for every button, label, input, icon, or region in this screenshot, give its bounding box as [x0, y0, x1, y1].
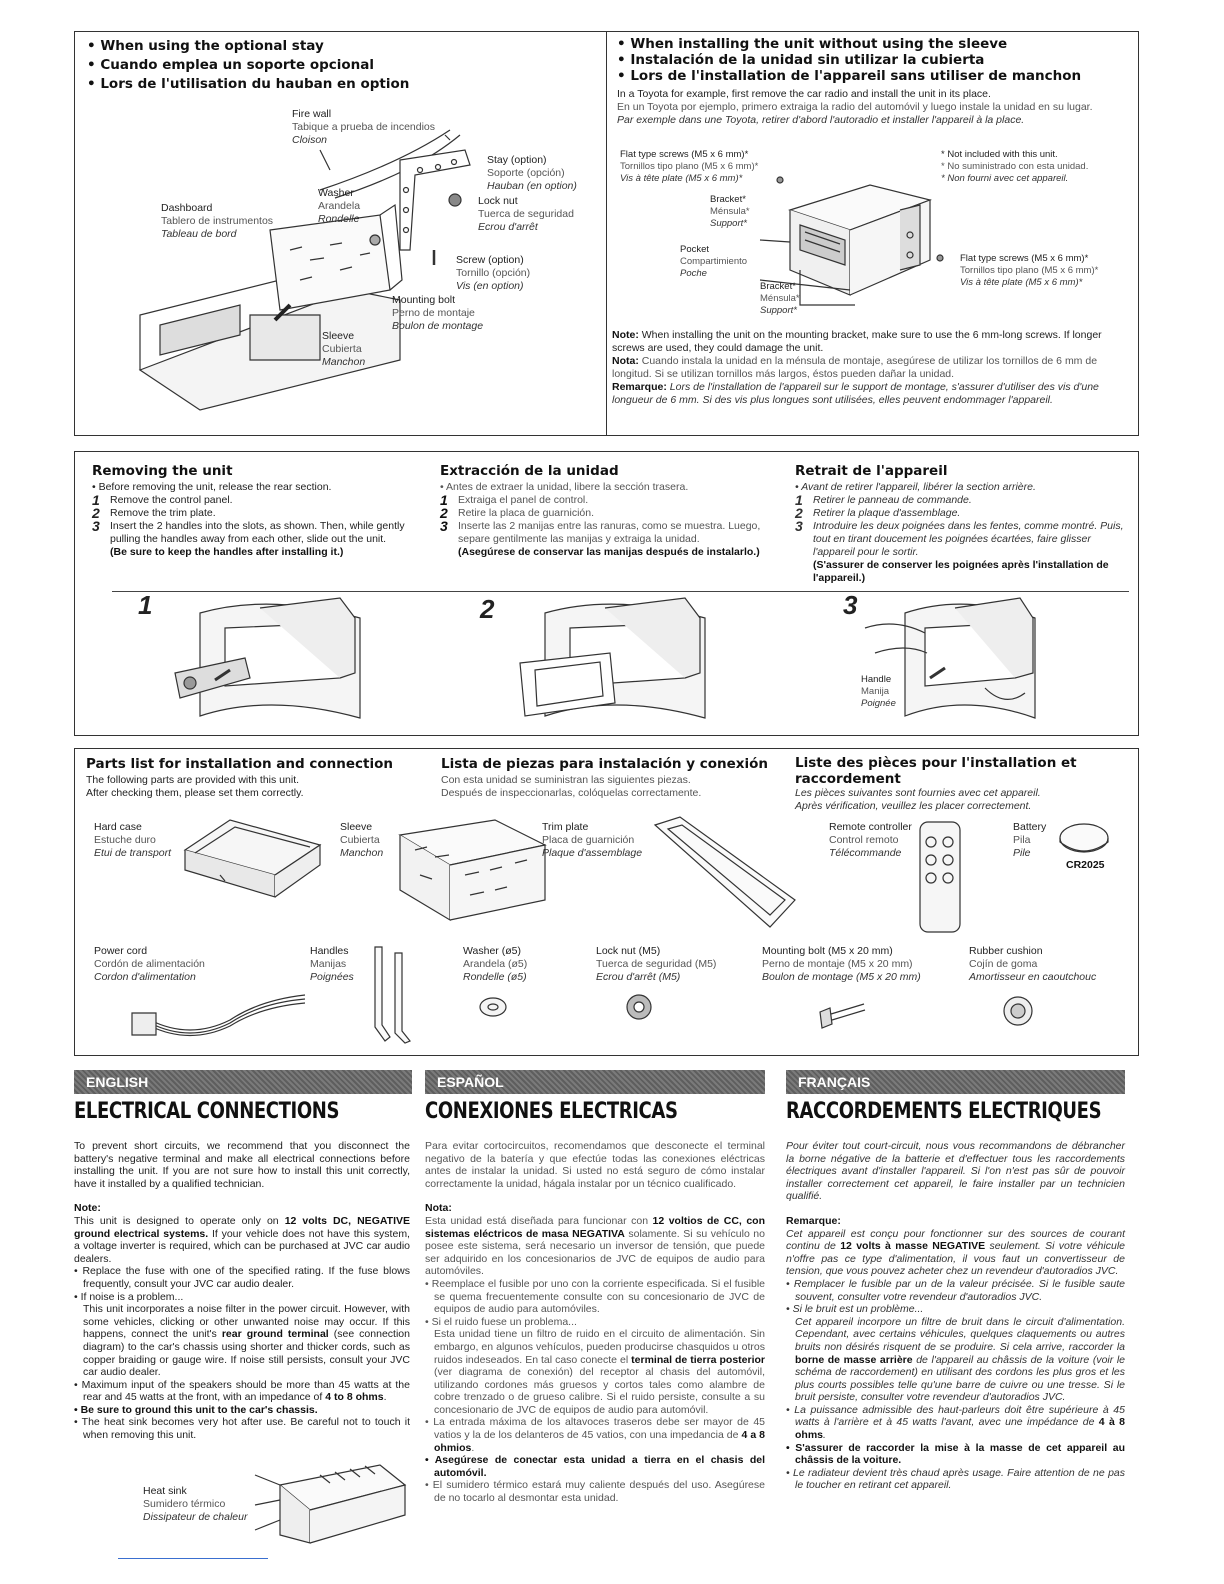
part-mounting-bolt: Mounting bolt (M5 x 20 mm) Perno de montaje (M5 x 20 mm) Boulon de montage (M5 x 20 mm) — [762, 945, 921, 983]
nosleeve-notes: Note: When installing the unit on the mounting bracket, make sure to use the 6 mm-long screws. If longer screws are used, they could damage the unit. Nota: Cuando instala la unidad en la ménsula de montaje, asegúrese de utilizar los tornillos de 6 mm de longitud. Si se utilizan tornillos más largos, éstos pueden dañar la unidad. Remarque: Lors de l'installation de l'appareil sur le support de montage, s'assurer d'utiliser des vis d'une longueur de 6 mm. Si des vis plus longues sont utilisées, elles peuvent endommager l'appareil. — [612, 329, 1102, 406]
stay-headings: • When using the optional stay • Cuando emplea un soporte opcional • Lors de l'utilisation du hauban en option — [87, 38, 410, 92]
locknut-image — [624, 992, 654, 1022]
step-figure-3-number: 3 — [843, 590, 858, 620]
sleeve-image — [395, 815, 550, 925]
label-flat-screws-1: Flat type screws (M5 x 6 mm)* Tornillos tipo plano (M5 x 6 mm)* Vis à tête plate (M5 x 6 mm)* — [620, 149, 759, 184]
label-bolt: Mounting bolt Perno de montaje Boulon de montage — [392, 294, 484, 332]
nosleeve-intro: In a Toyota for example, first remove the car radio and install the unit in its place. En un Toyota por ejemplo, primero extraiga la radio del automóvil y luego instale la unidad en su lugar. Par exemple dans une Toyota, retirer d'abord l'autoradio et installer l'appareil à la place. — [617, 88, 1093, 126]
power-cord-image — [130, 985, 310, 1045]
label-locknut: Lock nut Tuerca de seguridad Ecrou d'arrêt — [478, 195, 574, 233]
heat-sink-image — [250, 1455, 410, 1545]
handles-image — [370, 945, 415, 1043]
title-electrical-connections: ELECTRICAL CONNECTIONS — [74, 1099, 340, 1124]
part-rubber-cushion: Rubber cushion Cojín de goma Amortisseur en caoutchouc — [969, 945, 1097, 983]
part-remote: Remote controller Control remoto Télécommande — [829, 821, 912, 859]
part-washer: Washer (ø5) Arandela (ø5) Rondelle (ø5) — [463, 945, 528, 983]
label-sleeve: Sleeve Cubierta Manchon — [322, 330, 366, 368]
title-conexiones-electricas: CONEXIONES ELECTRICAS — [425, 1099, 678, 1124]
part-hardcase: Hard case Estuche duro Etui de transport — [94, 821, 172, 859]
label-dashboard: Dashboard Tablero de instrumentos Tableau de bord — [161, 202, 274, 240]
label-heat-sink: Heat sink Sumidero térmico Dissipateur de chaleur — [143, 1485, 248, 1523]
label-stay: Stay (option) Soporte (opción) Hauban (en option) — [487, 154, 577, 192]
part-battery: Battery Pila Pile — [1013, 821, 1047, 859]
part-power-cord: Power cord Cordón de alimentación Cordon d'alimentation — [94, 945, 205, 983]
electrical-en-column: To prevent short circuits, we recommend that you disconnect the battery's negative terminal and make all electrical connections before installing the unit. If you are not sure how to install this unit correctly, have it installed by a qualified technician. Note: This unit is designed to operate only on 12 volts DC, NEGATIVE ground electrical systems. If your vehicle does not have this system, a voltage inverter is required, which can be purchased at JVC car audio dealers. • Replace the fuse with one of the specified rating. If the fuse blows frequently, consult your JVC car audio dealer. • If noise is a problem... This unit incorporates a noise filter in the power circuit. However, with some vehicles, clicking or other unwanted noise may occur. If this happens, connect the unit's rear ground terminal (see connection diagram) to the car's chassis using shorter and thicker cords, such as copper braiding or gauge wire. If noise still persists, consult your JVC car audio dealer. • Maximum input of the speakers should be more than 45 watts at the rear and 45 watts at the front, with an impedance of 4 to 8 ohms. • Be sure to ground this unit to the car's chassis. • The heat sink becomes very hot after use. Be careful not to touch it when removing this unit. — [74, 1140, 410, 1442]
trim-plate-image — [650, 815, 800, 930]
step-figure-2-number: 2 — [480, 594, 495, 624]
label-bracket-2: Bracket* Ménsula* Support* — [760, 281, 800, 316]
banner-francais: FRANÇAIS — [786, 1070, 1125, 1094]
part-trim: Trim plate Placa de guarnición Plaque d'assemblage — [542, 821, 643, 859]
label-pocket: Pocket Compartimiento Poche — [680, 244, 748, 279]
label-handle: Handle Manija Poignée — [861, 674, 896, 709]
part-sleeve: Sleeve Cubierta Manchon — [340, 821, 384, 859]
parts-en: Parts list for installation and connection The following parts are provided with this unit. After checking them, please set them correctly. — [86, 756, 394, 799]
remote-controller-image — [918, 820, 963, 935]
rubber-cushion-image — [1001, 994, 1035, 1028]
removing-figure-2 — [515, 598, 715, 726]
section-divider — [606, 31, 607, 436]
label-washer: Washer Arandela Rondelle — [318, 187, 361, 225]
nosleeve-headings: • When installing the unit without using the sleeve • Instalación de la unidad sin utilizar la cubierta • Lors de l'installation de l'appareil sans utiliser de manchon — [617, 36, 1082, 84]
battery-image — [1058, 822, 1110, 858]
battery-code: CR2025 — [1066, 859, 1105, 871]
footer-rule — [118, 1558, 268, 1559]
mounting-bolt-image — [818, 1000, 868, 1030]
title-raccordements-electriques: RACCORDEMENTS ELECTRIQUES — [786, 1099, 1102, 1124]
removing-figure-1 — [170, 598, 370, 726]
label-not-included: * Not included with this unit. * No suministrado con esta unidad. * Non fourni avec cet appareil. — [941, 149, 1089, 184]
label-firewall: Fire wall Tabique a prueba de incendios Cloison — [292, 108, 436, 146]
washer-image — [478, 996, 508, 1018]
removing-fr: Retrait de l'appareil • Avant de retirer l'appareil, libérer la section arrière. 1 Retirer le panneau de commande. 2 Retirer la plaque d'assemblage. 3 Introduire les deux poignées dans les fentes, comme montré. Puis, tout en tirant doucement les poignées écartées, faire glisser l'appareil pour le sortir. (S'assurer de conserver les poignées après l'installation de l'appareil.) — [795, 463, 1124, 584]
parts-fr: Liste des pièces pour l'installation et raccordement Les pièces suivantes sont fournies avec cet appareil. Après vérification, veuillez les placer correctement. — [795, 755, 1077, 812]
banner-espanol: ESPAÑOL — [425, 1070, 765, 1094]
parts-es: Lista de piezas para instalación y conexión Con esta unidad se suministran las siguientes piezas. Después de inspeccionarlas, colóquelas correctamente. — [441, 756, 768, 799]
removing-en: Removing the unit • Before removing the unit, release the rear section. 1 Remove the control panel. 2 Remove the trim plate. 3 Insert the 2 handles into the slots, as shown. Then, while gently pulling the handles away from each other, slide out the unit. (Be sure to keep the handles after installing it.) — [92, 463, 405, 558]
removing-es: Extracción de la unidad • Antes de extraer la unidad, libere la sección trasera. 1 Extraiga el panel de control. 2 Retire la placa de guarnición. 3 Inserte las 2 manijas entre las ranuras, como se muestra. Luego, separe gentilmente las manijas y extraiga la unidad. (Asegúrese de conservar las manijas después de instalarlo.) — [440, 463, 761, 558]
part-locknut: Lock nut (M5) Tuerca de seguridad (M5) Ecrou d'arrêt (M5) — [596, 945, 717, 983]
hard-case-image — [175, 815, 325, 900]
part-handles: Handles Manijas Poignées — [310, 945, 354, 983]
step-figure-1-number: 1 — [138, 590, 153, 620]
label-screw: Screw (option) Tornillo (opción) Vis (en option) — [456, 254, 531, 292]
label-flat-screws-2: Flat type screws (M5 x 6 mm)* Tornillos tipo plano (M5 x 6 mm)* Vis à tête plate (M5 x 6 mm)* — [960, 253, 1099, 288]
electrical-es-column: Para evitar cortocircuitos, recomendamos que desconecte el terminal negativo de la batería y que efectúe todas las conexiones eléctricas antes de instalar la unidad. Si usted no está seguro de cómo instalar correctamente la unidad, hágala instalar por un técnico cualificado. Nota: Esta unidad está diseñada para funcionar con 12 voltios de CC, con sistemas eléctricos de masa NEGATIVA solamente. Si su vehículo no posee este sistema, será necesario un inversor de tensión, que puede ser adquirido en los concesionarios de JVC de equipos de audio para automóviles. • Reemplace el fusible por uno con la corriente especificada. Si el fusible se quema frecuentemente consulte con su concesionario de JVC de equipos de audio para automóviles. • Si el ruido fuese un problema... Esta unidad tiene un filtro de ruido en el circuito de alimentación. Sin embargo, en algunos vehículos, pueden producirse chasquidos u otros ruidos indeseados. En tal caso conecte el terminal de tierra posterior (ver diagrama de conexión) del receptor al chasis del automóvil, utilizando cordones más gruesos y cortos tales como alambre de cobre trenzado o de grueso calibre. Si el ruido persiste, consulte a su concesionario de JVC de equipos de audio para automóvil. • La entrada máxima de los altavoces traseros debe ser mayor de 45 vatios y la de los delanteros de 45 vatios, con una impedancia de 4 a 8 ohmios. • Asegúrese de conectar esta unidad a tierra en el chasis del automóvil. • El sumidero térmico estará muy caliente después del uso. Asegúrese de no tocarlo al desmontar esta unidad. — [425, 1140, 765, 1505]
banner-english: ENGLISH — [74, 1070, 412, 1094]
label-bracket-1: Bracket* Ménsula* Support* — [710, 194, 750, 229]
removing-divider — [112, 591, 1129, 592]
electrical-fr-column: Pour éviter tout court-circuit, nous vous recommandons de débrancher la borne négative de la batterie et d'effectuer tous les raccordements électriques avant d'installer l'appareil. Si l'on n'est pas sûr de pouvoir installer correctement cet appareil, le faire installer par un technicien qualifié. Remarque: Cet appareil est conçu pour fonctionner sur des sources de courant continu de 12 volts à masse NEGATIVE seulement. Si votre véhicule n'offre pas ce type d'alimentation, il vous faut un convertisseur de tension, que vous pouvez acheter chez un revendeur d'autoradios JVC. • Remplacer le fusible par un de la valeur précisée. Si le fusible saute souvent, consulter votre revendeur d'autoradios JVC. • Si le bruit est un problème... Cet appareil incorpore un filtre de bruit dans le circuit d'alimentation. Cependant, avec certains véhicules, quelques claquements ou autres bruits non désirés risquent de se produire. Si cela arrive, raccorder la borne de masse arrière de l'appareil au châssis de la voiture (voir le schéma de raccordement) en utilisant des cordons les plus gros et les plus courts possibles telle qu'une barre de cuivre ou une tresse. Si le bruit persiste, consulter votre revendeur d'autoradios JVC. • La puissance admissible des haut-parleurs doit être supérieure à 45 watts à l'arrière et à 45 watts l'avant, avec une impédance de 4 à 8 ohms. • S'assurer de raccorder la mise à la masse de cet appareil au châssis de la voiture. • Le radiateur devient très chaud après usage. Faire attention de ne pas le toucher en retirant cet appareil. — [786, 1140, 1126, 1492]
